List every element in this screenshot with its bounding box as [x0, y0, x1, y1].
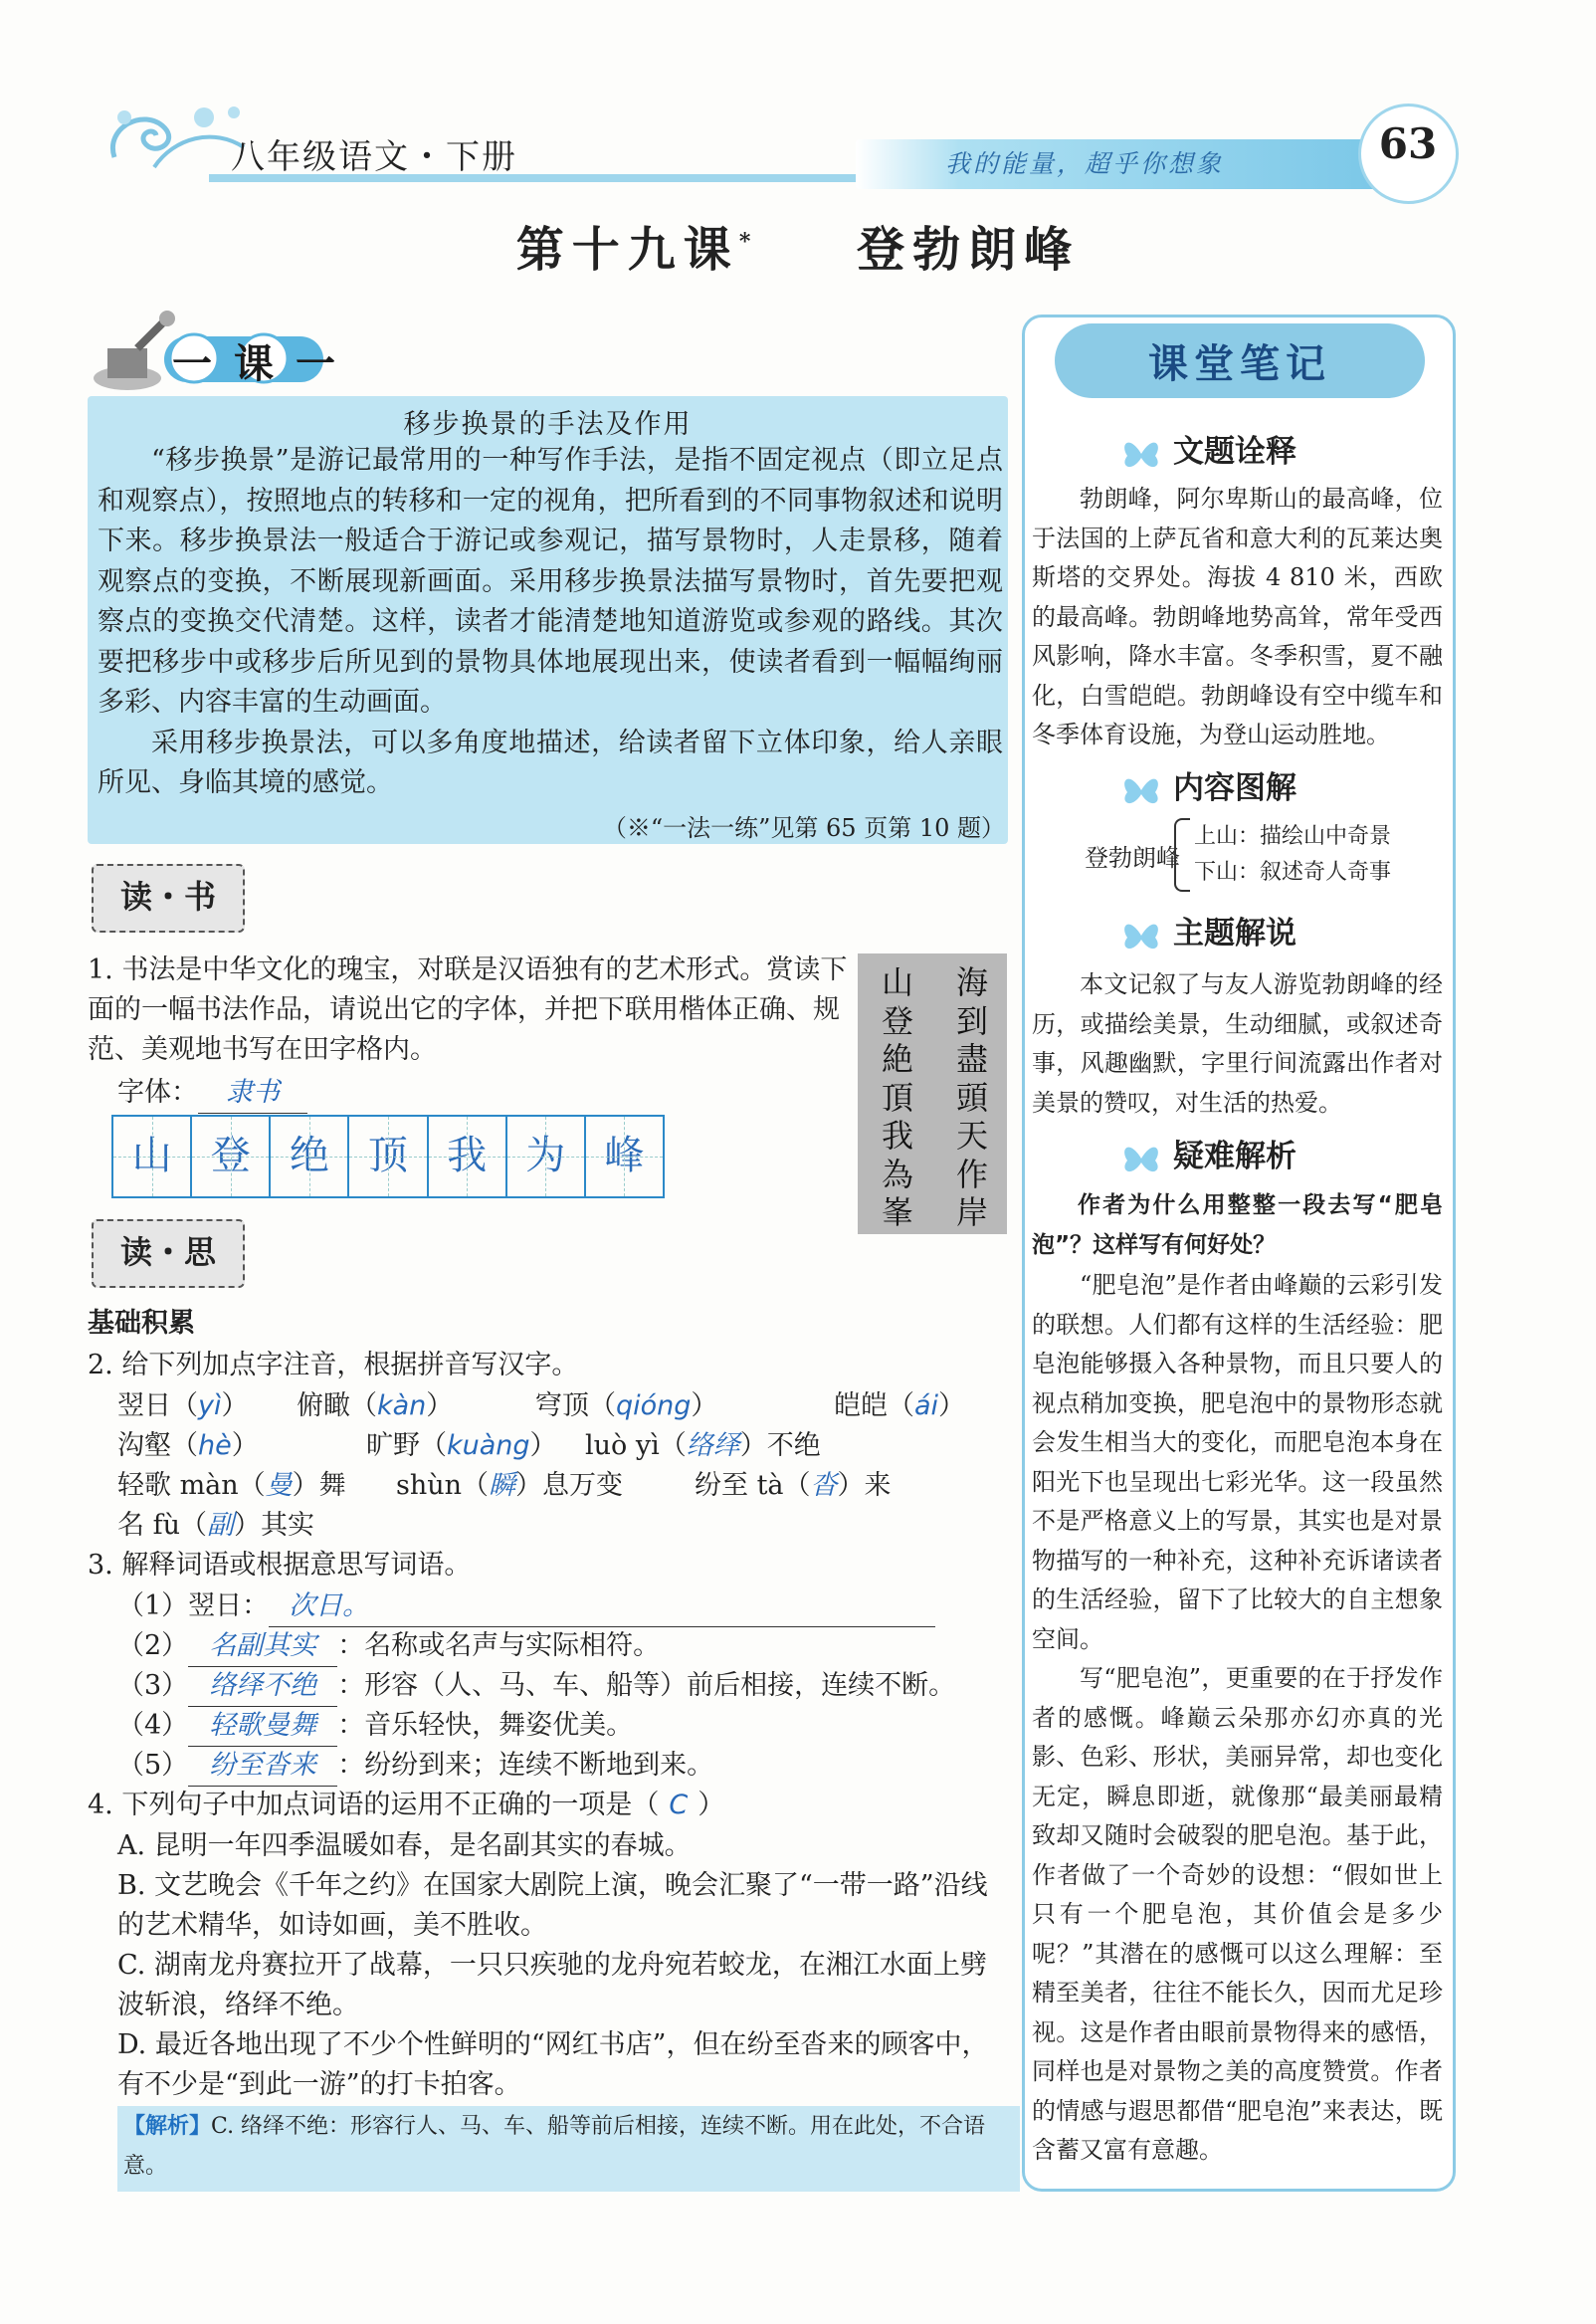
- grid-cell: 山: [113, 1117, 192, 1196]
- section-text-3: 本文记叙了与友人游览勃朗峰的经历，或描绘美景，生动细腻，或叙述奇事，风趣幽默，字里行间流露出作者对美景的赞叹，对生活的热爱。: [1032, 970, 1443, 1117]
- badge-read-think: 读・思: [92, 1219, 245, 1288]
- q4-option-a: A. 昆明一年四季温暖如春，是名副其实的春城。: [117, 1830, 692, 1861]
- method-note: （※“一法一练”见第 65 页第 10 题）: [602, 814, 1005, 842]
- diagram-branches: 上山：描绘山中奇景 下山：叙述奇人奇事: [1194, 824, 1392, 885]
- q3-item-2: （2） 名副其实 ：名称或名声与实际相符。: [117, 1626, 1008, 1667]
- q4-option-c: C. 湖南龙舟赛拉开了战幕，一只只疾驰的龙舟宛若蛟龙，在湘江水面上劈波斩浪，络绎不绝。: [117, 1950, 987, 2020]
- q1-text: 1. 书法是中华文化的瑰宝，对联是汉语独有的艺术形式。赏读下面的一幅书法作品，请说出它的字体，并把下联用楷体正确、规范、美观地书写在田字格内。: [88, 954, 848, 1065]
- q4-text: 4. 下列句子中加点词语的运用不正确的一项是（ C ）: [88, 1790, 725, 1820]
- q4-option-b: B. 文艺晚会《千年之约》在国家大剧院上演，晚会汇聚了“一带一路”沿线的艺术精华，如诗如画，美不胜收。: [117, 1870, 988, 1941]
- diagram-brace: [1174, 818, 1190, 892]
- notes-heading: 课堂笔记: [1148, 341, 1331, 387]
- badge-read-book: 读・书: [92, 864, 245, 933]
- butterfly-icon: [1119, 1139, 1163, 1178]
- basic-heading: 基础积累: [88, 1308, 195, 1339]
- q3-item-5: （5） 纷至沓来 ：纷纷到来；连续不断地到来。: [117, 1746, 1008, 1787]
- q3-item-3: （3） 络绎不绝 ：形容（人、马、车、船等）前后相接，连续不断。: [117, 1666, 1008, 1707]
- q2-row-1: 翌日（yì） 俯瞰（kàn） 穹顶（qióng） 皑皑（ái）: [117, 1390, 966, 1421]
- section-text-1: 勃朗峰，阿尔卑斯山的最高峰，位于法国的上萨瓦省和意大利的瓦莱达奥斯塔的交界处。海拔 4 810 米，西欧的最高峰。勃朗峰地势高耸，常年受西风影响，降水丰富。冬季积雪，夏不融化，白雪皑皑。勃朗峰设有空中缆车和冬季体育设施，为登山运动胜地。: [1032, 485, 1443, 748]
- butterfly-icon: [1119, 770, 1163, 810]
- grid-cell: 峰: [586, 1117, 663, 1196]
- grid-cell: 我: [429, 1117, 507, 1196]
- section-title-3: 主题解说: [1119, 908, 1398, 955]
- q1-font-answer: 隶书: [198, 1073, 307, 1114]
- butterfly-icon: [1119, 434, 1163, 474]
- q2-text: 2. 给下列加点字注音，根据拼音写汉字。: [88, 1350, 579, 1380]
- q3-text: 3. 解释词语或根据意思写词语。: [88, 1550, 472, 1581]
- q1-font-row: 字体： 隶书: [117, 1073, 307, 1114]
- q2-row-4: 名 fù（副）其实: [117, 1510, 314, 1541]
- method-ribbon: [164, 328, 403, 388]
- q3-item-1: （1）翌日： 次日。: [117, 1586, 1008, 1627]
- q3-item-4: （4） 轻歌曼舞 ：音乐轻快，舞姿优美。: [117, 1706, 1008, 1747]
- section-title-2: 内容图解: [1119, 762, 1398, 810]
- section-title-4: 疑难解析: [1119, 1131, 1398, 1178]
- section-title-1: 文题诠释: [1119, 426, 1398, 474]
- grid-cell: 顶: [349, 1117, 428, 1196]
- method-title: 移步换景的手法及作用: [403, 409, 693, 440]
- calligraphy-left-line: 山登絶頂我為峯: [881, 963, 913, 1231]
- header-slogan: 我的能量，超乎你想象: [945, 149, 1225, 178]
- q2-row-3: 轻歌 màn（曼）舞 shùn（瞬）息万变 纷至 tà（沓）来: [117, 1470, 892, 1501]
- diagram-root: 登勃朗峰: [1085, 844, 1180, 872]
- calligraphy-image: [858, 953, 1007, 1234]
- tianzige-grid: [111, 1115, 665, 1198]
- page-number: 63: [1378, 119, 1438, 168]
- method-ribbon-label: 一课一: [172, 341, 357, 387]
- q4-analysis: 【解析】C. 络绎不绝：形容行人、马、车、船等前后相接，连续不断。用在此处，不合语意。: [117, 2106, 1020, 2192]
- calligraphy-right-line: 海到盡頭天作岸: [955, 963, 988, 1231]
- book-title: 八年级语文・下册: [231, 137, 517, 177]
- grid-cell: 为: [507, 1117, 586, 1196]
- grid-cell: 登: [192, 1117, 271, 1196]
- q2-row-2: 沟壑（hè） 旷野（kuàng） luò yì（络绎）不绝: [117, 1430, 821, 1461]
- grid-cell: 绝: [271, 1117, 349, 1196]
- butterfly-icon: [1119, 916, 1163, 955]
- section-text-4: “肥皂泡”是作者由峰巅的云彩引发的联想。人们都有这样的生活经验：肥皂泡能够摄入各种景物，而且只要人的视点稍加变换，肥皂泡中的景物形态就会发生相当大的变化，而肥皂泡本身在阳光下也呈现出七彩光华。这一段虽然不是严格意义上的写景，其实也是对景物描写的一种补充，这种补充诉诸读者的生活经验，留下了比较大的自主想象空间。 写“肥皂泡”，更重要的在于抒发作者的感慨。峰巅云朵那亦幻亦真的光影、色彩、形状，美丽异常，却也变化无定，瞬息即逝，就像那“最美丽最精致却又随时会破裂的肥皂泡。基于此，作者做了一个奇妙的设想：“假如世上只有一个肥皂泡，其价值会是多少呢？”其潜在的感慨可以这么理解：至精至美者，往往不能长久，因而尤足珍视。这是作者由眼前景物得来的感悟，同样也是对景物之美的高度赞赏。作者的情感与遐思都借“肥皂泡”来表达，既含蓄又富有意趣。: [1032, 1271, 1443, 2164]
- method-text: “移步换景”是游记最常用的一种写作手法，是指不固定视点（即立足点和观察点），按照地点的转移和一定的视角，把所看到的不同事物叙述和说明下来。移步换景法一般适合于游记或参观记，描写景物时，人走景移，随着观察点的变换，不断展现新画面。采用移步换景法描写景物时，首先要把观察点的变换交代清楚。这样，读者才能清楚地知道游览或参观的路线。其次要把移步中或移步后所见到的景物具体地展现出来，使读者看到一幅幅绚丽多彩、内容丰富的生动画面。 采用移步换景法，可以多角度地描述，给读者留下立体印象，给人亲眼所见、身临其境的感觉。: [98, 445, 1003, 798]
- q4-option-d: D. 最近各地出现了不少个性鲜明的“网红书店”，但在纷至沓来的顾客中，有不少是“到此一游”的打卡拍客。: [117, 2029, 989, 2100]
- lesson-title: 第十九课* 登勃朗峰: [515, 222, 1081, 278]
- section-question-4: 作者为什么用整整一段去写“肥皂泡”？这样写有何好处？: [1032, 1192, 1443, 1258]
